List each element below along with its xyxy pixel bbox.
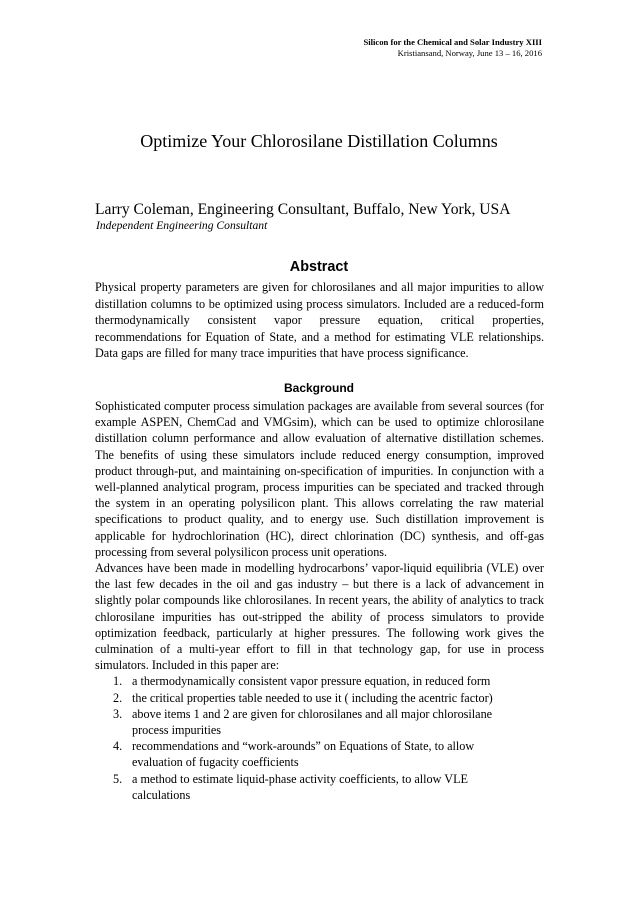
background-paragraph-1: Sophisticated computer process simulation packages are available from several sources (for example ASPEN, ChemCad and VMGsim), which can be used to optimize chlorosilane distillation column performance and allow evaluation of alternative distillation schemes. The benefits of using these simulators include reduced energy consumption, improved product through-put, and maintaining on-specification of impurities. In conjunction with a well-planned analytical program, process impurities can be speciated and tracked through the system in an operating polysilicon plant. This allows correlating the raw material specifications to product quality, and to energy use. Such distillation improvement is applicable for hydrochlorination (HC), direct chlorination (DC) synthesis, and off-gas processing from several polysilicon process unit operations. [95,399,544,559]
running-header [363,37,542,59]
list-item [95,706,544,738]
list-item-number: 5. [113,771,123,786]
background-paragraph-2: Advances have been made in modelling hydrocarbons’ vapor-liquid equilibria (VLE) over the last few decades in the oil and gas industry – but there is a lack of advancement in slightly polar compounds like chlorosilanes. In recent years, the ability of analytics to track chlorosilane impurities has out-stripped the ability of process simulators to provide optimization feedback, particularly at higher pressures. The following work gives the culmination of a multi-year effort to fill in that technology gap, for use in process simulators. Included in this paper are: [95,561,544,673]
list-item [95,738,544,770]
abstract-heading: Abstract [289,259,349,275]
list-item [95,690,544,706]
abstract-text: Physical property parameters are given for chlorosilanes and all major impurities to allow distillation columns to be optimized using process simulators. Included are a reduced-form thermodynamically consistent vapor pressure equation, critical properties, recommendations for Equation of State, and a method for estimating VLE relationships. Data gaps are filled for many trace impurities that have process significance. [95,280,544,360]
contributions-list [95,673,544,803]
list-item-text: a thermodynamically consistent vapor pressure equation, in reduced form [132,674,491,689]
list-item-number: 2. [113,690,123,705]
list-item-text: a method to estimate liquid-phase activity coefficients, to allow VLE calculations [132,771,468,802]
list-item [95,673,544,689]
conference-location-date: Kristiansand, Norway, June 13 – 16, 2016 [397,48,542,58]
background-heading: Background [283,381,354,395]
list-item-text: recommendations and “work-arounds” on Equations of State, to allow evaluation of fugacity coefficients [132,739,475,770]
list-item [95,771,544,803]
list-item-number: 4. [113,739,123,754]
list-item-text: above items 1 and 2 are given for chlorosilanes and all major chlorosilane process impurities [132,706,493,738]
author-affiliation: Independent Engineering Consultant [96,219,268,232]
paper-title: Optimize Your Chlorosilane Distillation Columns [140,131,498,151]
list-item-number: 1. [113,674,123,689]
conference-name: Silicon for the Chemical and Solar Industry XIII [363,37,542,47]
background-section [95,398,544,803]
list-item-number: 3. [113,706,123,721]
list-item-text: the critical properties table needed to use it ( including the acentric factor) [132,690,493,705]
author-line: Larry Coleman, Engineering Consultant, Buffalo, New York, USA [95,201,511,218]
